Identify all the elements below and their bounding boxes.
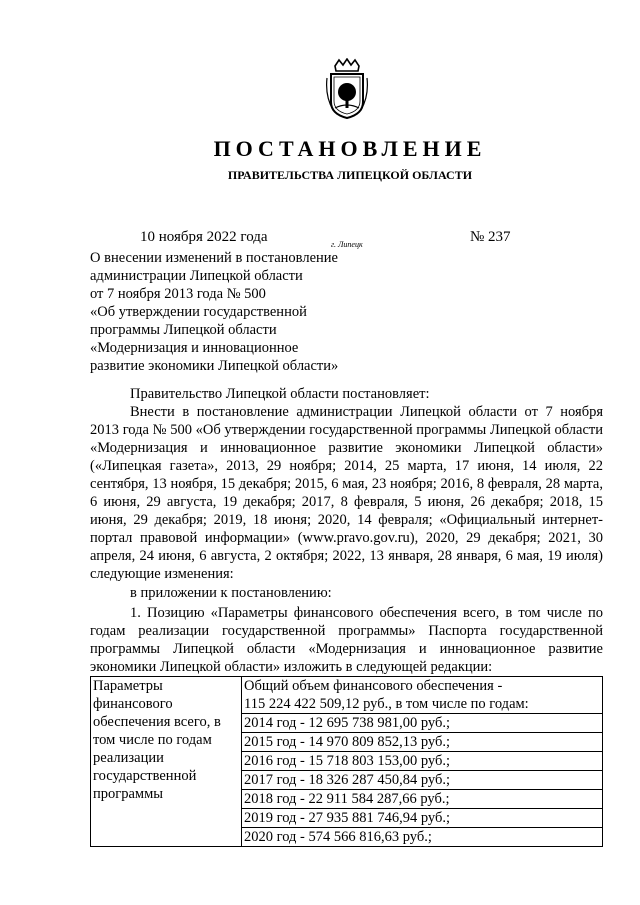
parameter-line: финансового — [93, 696, 173, 712]
financing-cell — [242, 677, 603, 847]
subject-line: программы Липецкой области — [90, 322, 277, 338]
subject-line: «Об утверждении государственной — [90, 304, 307, 320]
document-subtitle: ПРАВИТЕЛЬСТВА ЛИПЕЦКОЙ ОБЛАСТИ — [227, 168, 473, 182]
parameter-cell — [91, 677, 242, 847]
financing-total: 115 224 422 509,12 руб., в том числе по годам: — [242, 695, 602, 714]
parameter-line: реализации — [93, 750, 164, 766]
parameter-line: том числе по годам — [93, 732, 212, 748]
financing-table — [90, 676, 603, 847]
coat-of-arms-icon — [325, 58, 369, 120]
subject-block — [90, 249, 390, 375]
financing-year-row: 2014 год - 12 695 738 981,00 руб.; — [242, 714, 602, 733]
financing-header: Общий объем финансового обеспечения - — [244, 678, 503, 694]
subject-line: О внесении изменений в постановление — [90, 250, 338, 266]
parameter-line: Параметры — [93, 678, 163, 694]
document-title: ПОСТАНОВЛЕНИЕ — [213, 136, 487, 161]
main-paragraph: Внести в постановление администрации Липецкой области от 7 ноября 2013 года № 500 «Об утверждении государственной программы Липецкой области «Модернизация и инновационное развитие экономики Липецкой области» («Липецкая газета», 2013, 29 ноября; 2014, 25 марта, 17 июня, 14 июля, 22 сентября, 13 ноября, 15 декабря; 2015, 6 мая, 23 ноября; 2016, 8 февраля, 28 марта, 6 июня, 29 августа, 19 декабря; 2017, 8 февраля, 5 июня, 26 декабря; 2018, 15 июня, 29 декабря; 2019, 18 июня; 2020, 14 февраля; «Официальный интернет-портал правовой информации» (www.pravo.gov.ru), 2020, 29 декабря; 2021, 30 апреля, 24 июня, 6 августа, 2 октября; 2022, 13 января, 28 января, 6 мая, 19 июля) следующие изменения: — [90, 404, 603, 582]
financing-year-row: 2020 год - 574 566 816,63 руб.; — [244, 829, 432, 845]
appendix-paragraph: в приложении к постановлению: — [130, 585, 332, 601]
financing-year-row: 2015 год - 14 970 809 852,13 руб.; — [242, 733, 602, 752]
parameter-line: программы — [93, 786, 163, 802]
subject-line: развитие экономики Липецкой области» — [90, 358, 339, 374]
subject-line: от 7 ноября 2013 года № 500 — [90, 286, 266, 302]
financing-year-row: 2018 год - 22 911 584 287,66 руб.; — [242, 790, 602, 809]
table-row — [91, 677, 603, 847]
government-resolves-paragraph: Правительство Липецкой области постановляет: — [130, 386, 430, 402]
subject-line: «Модернизация и инновационное — [90, 340, 299, 356]
subject-line: администрации Липецкой области — [90, 268, 303, 284]
parameter-line: государственной — [93, 768, 197, 784]
financing-year-row: 2017 год - 18 326 287 450,84 руб.; — [242, 771, 602, 790]
document-city: г. Липецк — [331, 240, 363, 249]
parameter-line: обеспечения всего, в — [93, 714, 221, 730]
financing-year-row: 2019 год - 27 935 881 746,94 руб.; — [242, 809, 602, 828]
document-number: № 237 — [470, 229, 511, 245]
document-date: 10 ноября 2022 года — [140, 229, 268, 245]
financing-year-row: 2016 год - 15 718 803 153,00 руб.; — [242, 752, 602, 771]
item-1-paragraph: 1. Позицию «Параметры финансового обеспечения всего, в том числе по годам реализации государственной программы» Паспорта государственной программы Липецкой области «Модернизация и инновационное развитие экономики Липецкой области» изложить в следующей редакции: — [90, 605, 603, 675]
